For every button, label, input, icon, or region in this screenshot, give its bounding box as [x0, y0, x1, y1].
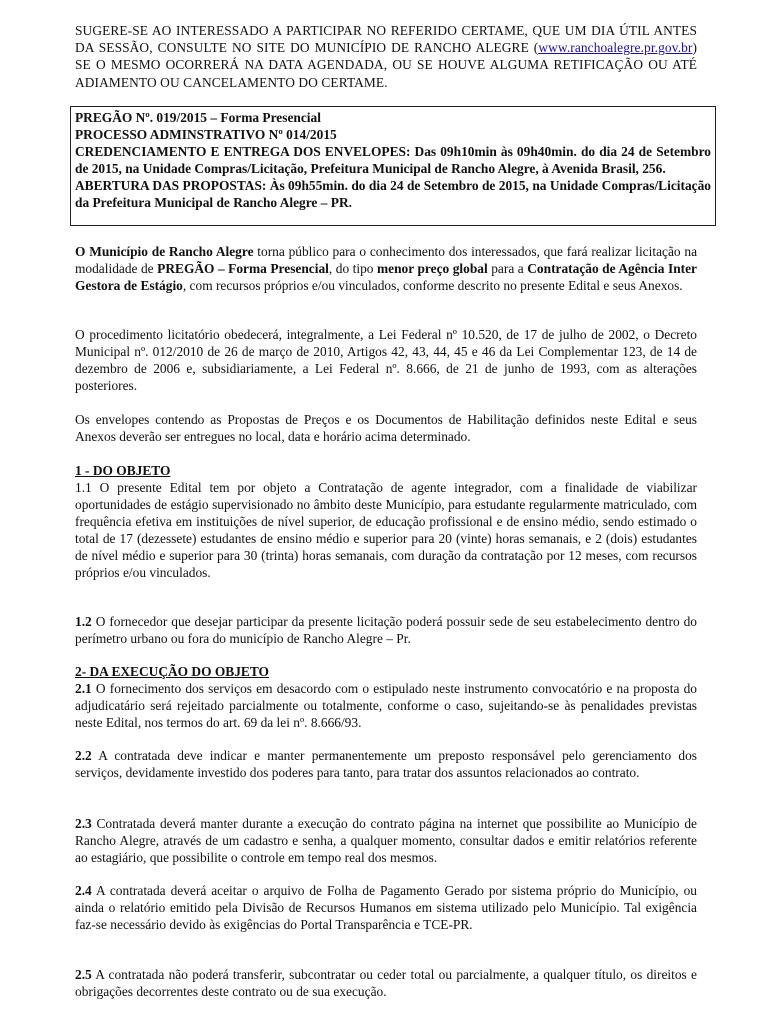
section-1-2-paragraph — [75, 613, 697, 647]
section-2-1-paragraph — [75, 680, 697, 731]
section-2-3-paragraph — [75, 815, 697, 866]
item-text: A contratada deverá aceitar o arquivo de Folha de Pagamento Gerado por sistema próprio do Município, ou ainda o relatório emitido pela Divisão de Recursos Humanos em sistema utilizado pelo Município. Tal exigência faz-se necessário devido às exigências do Portal Transparência e TCE-PR. — [75, 883, 697, 932]
intro-text-1: torna público para o conhecimento dos interessados, que fará realizar licitação na modalidade de — [75, 244, 698, 276]
tender-number: PREGÃO Nº. 019/2015 – Forma Presencial — [75, 110, 321, 125]
section-2-5-paragraph — [75, 966, 697, 1000]
section-1-1-paragraph: 1.1 O presente Edital tem por objeto a Contratação de agente integrador, com a finalidade de viabilizar oportunidades de estágio supervisionado no âmbito deste Município, para estudante regularmente matriculado, com frequência efetiva em instituições de nível superior, de educação profissional e de ensino médio, sendo estimado o total de 17 (dezessete) estudantes de ensino médio e superior para 20 (vinte) horas semanais, e 2 (dois) estudantes de nível médio e superior para 30 (trinta) horas semanais, com duração da contratação por 12 meses, com recursos próprios e/ou vinculados. — [75, 480, 697, 580]
procedure-paragraph: O procedimento licitatório obedecerá, integralmente, a Lei Federal nº 10.520, de 17 de julho de 2002, o Decreto Municipal nº. 012/2010 de 26 de março de 2010, Artigos 42, 43, 44, 45 e 46 da Lei Complementar 123, de 14 de dezembro de 2006 e, subsidiariamente, a Lei Federal nº. 8.666, de 21 de junho de 1993, com as alterações posteriores. — [75, 327, 697, 393]
item-text: O fornecedor que desejar participar da presente licitação poderá possuir sede de seu estabelecimento dentro do perímetro urbano ou fora do município de Rancho Alegre – Pr. — [75, 614, 697, 646]
item-text: Contratada deverá manter durante a execução do contrato página na internet que possibilite ao Município de Rancho Alegre, através de um cadastro e senha, a qualquer momento, consultar dados e emitir relatórios referente ao estagiário, que possibilite o controle em tempo real dos mesmos. — [75, 816, 697, 865]
intro-text-2: , do tipo — [328, 261, 378, 276]
municipality-website-link[interactable]: www.ranchoalegre.pr.gov.br — [538, 40, 693, 56]
item-number: 2.1 — [75, 681, 92, 696]
section-1-heading: 1 - DO OBJETO — [75, 463, 171, 478]
intro-paragraph — [75, 243, 697, 294]
item-text: O fornecimento dos serviços em desacordo com o estipulado neste instrumento convocatório e na proposta do adjudicatário será rejeitado parcialmente ou totalmente, conforme o caso, sujeitando-se às penalidades previstas neste Edital, nos termos do art. 69 da lei nº. 8.666/93. — [75, 681, 697, 730]
section-2-4-paragraph — [75, 882, 697, 933]
item-number: 2.4 — [75, 883, 92, 898]
intro-bold-1: O Município de Rancho Alegre — [75, 244, 254, 259]
proposal-opening-schedule: ABERTURA DAS PROPOSTAS: Às 09h55min. do dia 24 de Setembro de 2015, na Unidade Compras/Licitação da Prefeitura Municipal de Rancho Alegre – PR. — [75, 178, 711, 210]
item-text: A contratada deve indicar e manter permanentemente um preposto responsável pelo gerenciamento dos serviços, devidamente investido dos poderes para tanto, para tratar dos assuntos relacionados ao contrato. — [75, 748, 697, 780]
intro-bold-2: PREGÃO – Forma Presencial — [157, 261, 329, 276]
notice-text-1: SUGERE-SE AO INTERESSADO A PARTICIPAR NO REFERIDO CERTAME, QUE UM DIA ÚTIL ANTES DA SESSÃO, CONSULTE NO SITE DO MUNICÍPIO DE RANCHO ALEGRE ( — [75, 23, 697, 56]
intro-bold-3: menor preço global — [377, 261, 488, 276]
item-number: 2.2 — [75, 748, 92, 763]
section-2-2-paragraph — [75, 747, 697, 781]
intro-text-3: para a — [487, 261, 528, 276]
intro-text-4: , com recursos próprios e/ou vinculados, conforme descrito no presente Edital e seus Anexos. — [182, 278, 683, 293]
section-2-heading: 2- DA EXECUÇÃO DO OBJETO — [75, 664, 269, 679]
item-number: 1.2 — [75, 614, 92, 629]
tender-info-box — [70, 106, 716, 226]
accreditation-schedule: CREDENCIAMENTO E ENTREGA DOS ENVELOPES: Das 09h10min às 09h40min. do dia 24 de Setembro de 2015, na Unidade Compras/Licitação, Prefeitura Municipal de Rancho Alegre, à Avenida Brasil, 256. — [75, 144, 711, 176]
participation-notice — [75, 22, 697, 91]
process-number: PROCESSO ADMINSTRATIVO Nº 014/2015 — [75, 127, 337, 142]
envelopes-paragraph: Os envelopes contendo as Propostas de Preços e os Documentos de Habilitação definidos neste Edital e seus Anexos deverão ser entregues no local, data e horário acima determinado. — [75, 412, 697, 444]
item-number: 2.3 — [75, 816, 92, 831]
intro-bold-4: Contratação de Agência Inter Gestora de Estágio — [75, 261, 697, 293]
item-number: 2.5 — [75, 967, 92, 982]
item-text: A contratada não poderá transferir, subcontratar ou ceder total ou parcialmente, a qualquer título, os direitos e obrigações decorrentes deste contrato ou de sua execução. — [75, 967, 697, 999]
notice-text-2: ) SE O MESMO OCORRERÁ NA DATA AGENDADA, OU SE HOUVE ALGUMA RETIFICAÇÃO OU ATÉ ADIAMENTO OU CANCELAMENTO DO CERTAME. — [75, 40, 697, 90]
